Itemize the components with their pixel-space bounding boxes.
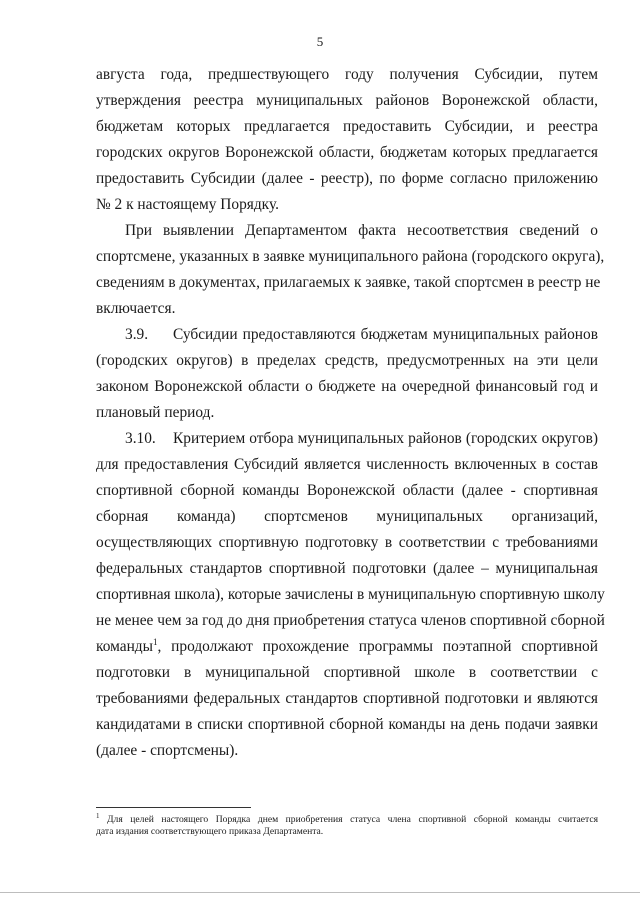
- footnote-separator: [96, 807, 251, 808]
- text-line: [96, 426, 598, 452]
- text-line: спортивной сборной команды Воронежской области (далее - спортивная: [96, 482, 598, 499]
- footnote-line: дата издания соответствующего приказа Департамента.: [96, 826, 324, 837]
- footnote-reference[interactable]: 1: [152, 637, 158, 647]
- clause-number: 3.10.: [125, 430, 156, 447]
- text-span: команды: [96, 638, 153, 655]
- text-line: спортсмене, указанных в заявке муниципального района (городского округа),: [96, 248, 605, 265]
- text-line: осуществляющих спортивную подготовку в соответствии с требованиями: [96, 534, 598, 551]
- text-line: [96, 322, 598, 348]
- text-line: сведениям в документах, прилагаемых к заявке, такой спортсмен в реестр не: [96, 274, 601, 291]
- text-line: (городских округов) в пределах средств, предусмотренных на эти цели: [96, 352, 598, 369]
- footnote-marker: 1: [96, 812, 100, 820]
- text-line: При выявлении Департаментом факта несоответствия сведений о: [125, 222, 598, 239]
- text-line: включается.: [96, 300, 176, 317]
- paragraph-3-9: [96, 322, 598, 426]
- paragraph-continuation: [96, 62, 598, 218]
- page-number: 5: [316, 34, 324, 49]
- text-span: Критерием отбора муниципальных районов (городских округов): [173, 430, 598, 447]
- text-span: Для целей настоящего Порядка днем приобретения статуса члена спортивной сборной команды считается: [107, 814, 598, 825]
- text-line: городских округов Воронежской области, бюджетам которых предлагается: [96, 144, 598, 161]
- text-line: законом Воронежской области о бюджете на очередной финансовый год и: [96, 378, 598, 395]
- paragraph-3-10: [96, 426, 605, 764]
- text-line: (далее - спортсмены).: [96, 742, 239, 759]
- footnote: [96, 814, 598, 838]
- text-line: предоставить Субсидии (далее - реестр), по форме согласно приложению: [96, 170, 598, 187]
- page-edge-divider: [0, 892, 640, 893]
- paragraph-mismatch: [96, 218, 605, 322]
- text-span: , продолжают прохождение программы поэтапной спортивной: [157, 638, 598, 655]
- text-line: кандидатами в списки спортивной сборной команды на день подачи заявки: [96, 716, 598, 733]
- text-line: бюджетам которых предлагается предоставить Субсидии, и реестра: [96, 118, 598, 135]
- text-line: федеральных стандартов спортивной подготовки (далее – муниципальная: [96, 560, 598, 577]
- text-span: Субсидии предоставляются бюджетам муниципальных районов: [173, 326, 598, 343]
- document-body: [96, 62, 605, 764]
- footnote-line: [96, 814, 598, 826]
- text-line: сборная команда) спортсменов муниципальных организаций,: [96, 508, 598, 525]
- text-line: плановый период.: [96, 404, 215, 421]
- clause-number: 3.9.: [125, 326, 149, 343]
- text-line: спортивная школа), которые зачислены в муниципальную спортивную школу: [96, 586, 605, 603]
- text-line: для предоставления Субсидий является численность включенных в состав: [96, 456, 598, 473]
- text-line: № 2 к настоящему Порядку.: [96, 196, 279, 213]
- text-line: подготовки в муниципальной спортивной школе в соответствии с: [96, 664, 598, 681]
- text-line: [96, 634, 598, 660]
- text-line: не менее чем за год до дня приобретения статуса членов спортивной сборной: [96, 612, 605, 629]
- text-line: августа года, предшествующего году получения Субсидии, путем: [96, 66, 598, 83]
- text-line: утверждения реестра муниципальных районов Воронежской области,: [96, 92, 598, 109]
- text-line: требованиями федеральных стандартов спортивной подготовки и являются: [96, 690, 598, 707]
